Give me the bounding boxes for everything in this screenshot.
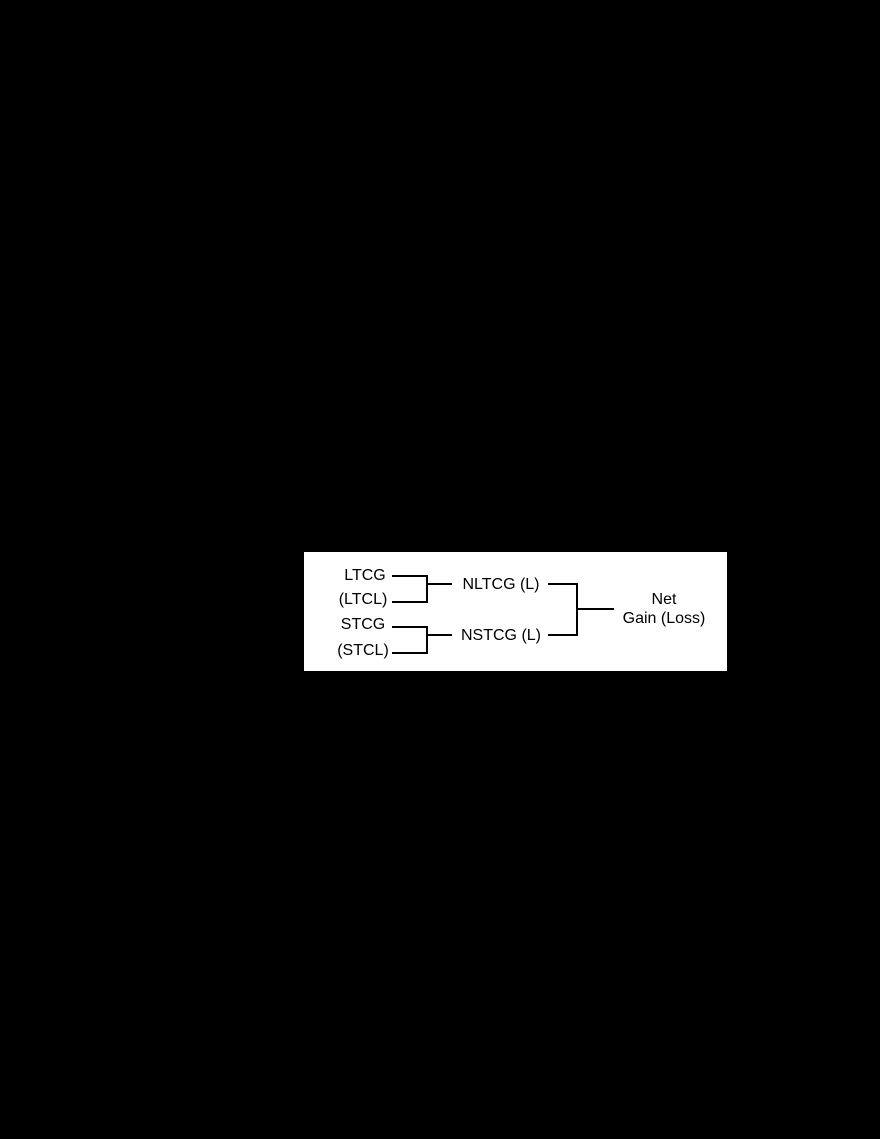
connector-shortterm-bracket	[426, 626, 428, 654]
connector-nstcg-horizontal	[548, 634, 578, 636]
connector-longterm-output	[426, 583, 452, 585]
node-net-gain-loss	[614, 590, 714, 628]
node-ltcl: (LTCL)	[338, 591, 388, 608]
node-stcg: STCG	[340, 616, 386, 633]
connector-ltcl-horizontal	[392, 601, 428, 603]
connector-nltcg-horizontal	[548, 583, 578, 585]
connector-stcg-horizontal	[392, 626, 428, 628]
connector-stcl-horizontal	[392, 652, 428, 654]
connector-net-output	[576, 608, 614, 610]
connector-longterm-bracket	[426, 575, 428, 603]
node-stcl: (STCL)	[337, 642, 389, 659]
connector-shortterm-output	[426, 634, 452, 636]
node-nltcg: NLTCG (L)	[462, 576, 540, 593]
connector-ltcg-horizontal	[392, 575, 428, 577]
node-nstcg: NSTCG (L)	[461, 627, 541, 644]
node-ltcg: LTCG	[344, 567, 386, 584]
node-net-line-1: Net	[651, 591, 677, 608]
diagram-panel	[304, 552, 727, 671]
node-net-line-2: Gain (Loss)	[622, 610, 706, 627]
